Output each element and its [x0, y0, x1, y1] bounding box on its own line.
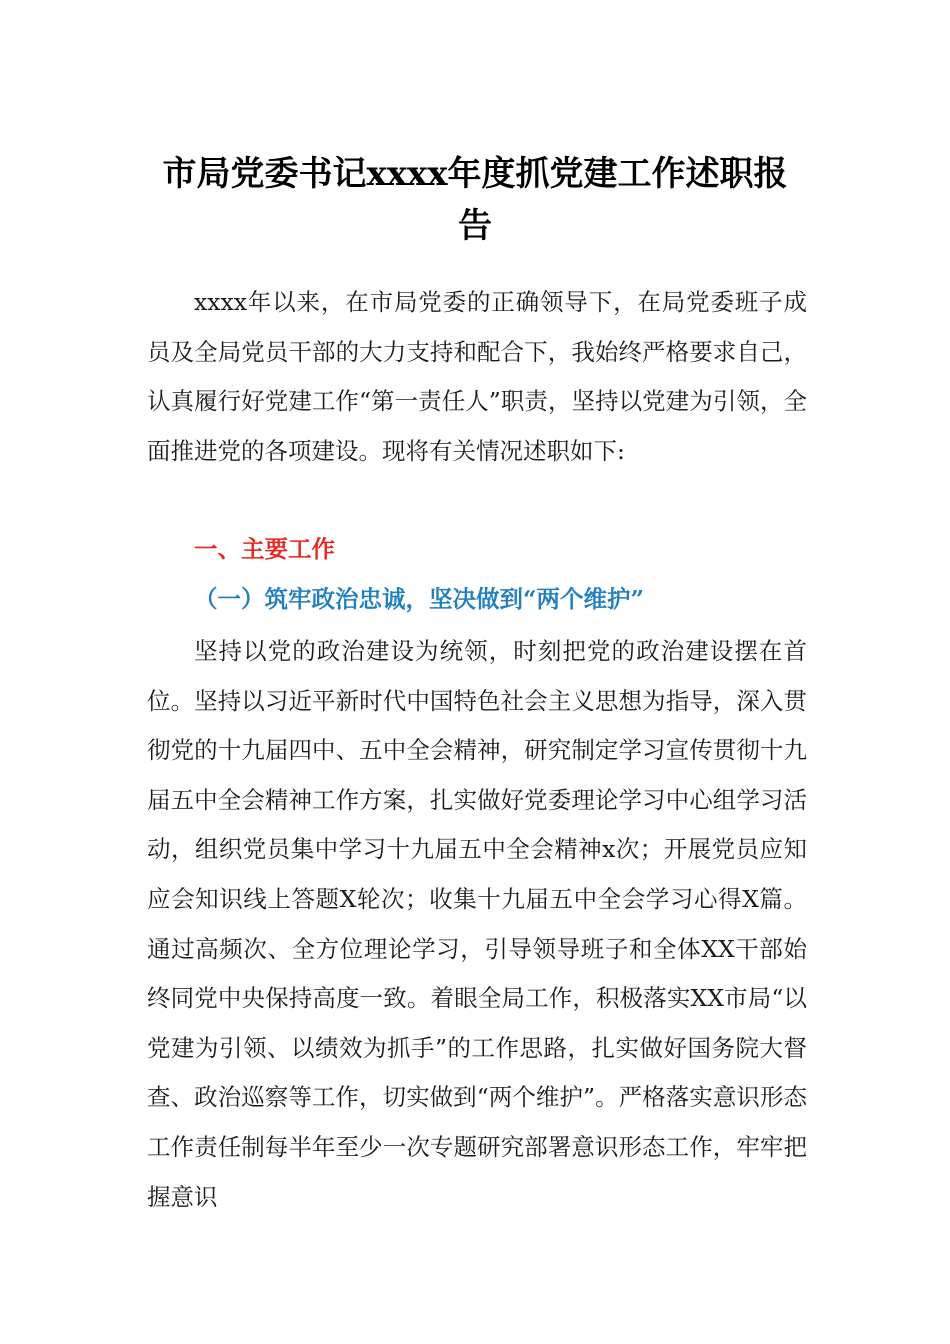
title-line-1: 市局党委书记xxxx年度抓党建工作述职报	[162, 154, 788, 194]
document-title	[130, 148, 820, 252]
title-line-2: 告	[458, 206, 492, 246]
body-paragraph: 坚持以党的政治建设为统领，时刻把党的政治建设摆在首位。坚持以习近平新时代中国特色社会主义思想为指导，深入贯彻党的十九届四中、五中全会精神，研究制定学习宣传贯彻十九届五中全会精神工作方案，扎实做好党委理论学习中心组学习活动，组织党员集中学习十九届五中全会精神x次；开展党员应知应会知识线上答题X轮次；收集十九届五中全会学习心得X篇。通过高频次、全方位理论学习，引导领导班子和全体XX干部始终同党中央保持高度一致。着眼全局工作，积极落实XX市局“以党建为引领、以绩效为抓手”的工作思路，扎实做好国务院大督查、政治巡察等工作，切实做到“两个维护”。严格落实意识形态工作责任制每半年至少一次专题研究部署意识形态工作，牢牢把握意识	[147, 637, 807, 1211]
intro-paragraph: xxxx年以来，在市局党委的正确领导下，在局党委班子成员及全局党员干部的大力支持和配合下，我始终严格要求自己，认真履行好党建工作“第一责任人”职责，坚持以党建为引领，全面推进党的各项建设。现将有关情况述职如下:	[147, 288, 807, 465]
section-heading: 一、主要工作	[194, 535, 335, 563]
subsection-heading: （一）筑牢政治忠诚，坚决做到“两个维护”	[194, 585, 645, 613]
